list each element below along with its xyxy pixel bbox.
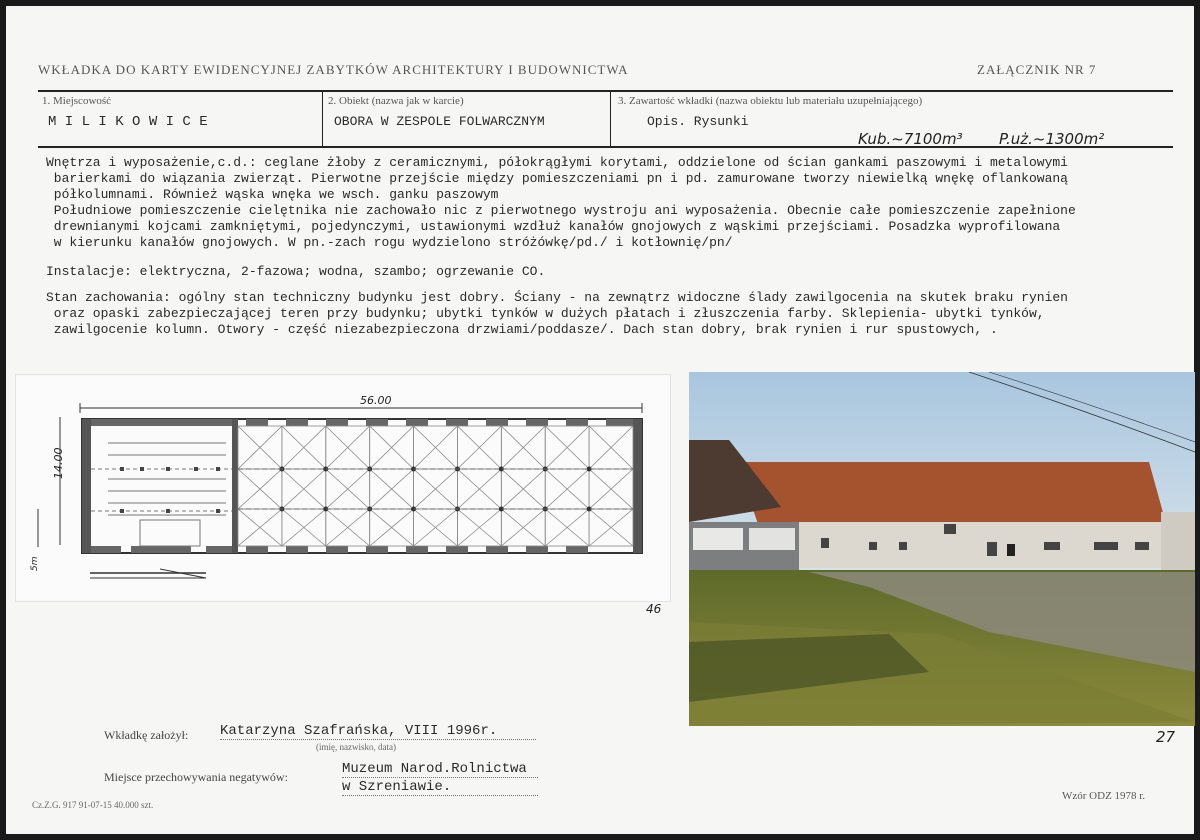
storage-label: Miejsce przechowywania negatywów: bbox=[104, 770, 288, 784]
photo-page-number: 27 bbox=[1156, 728, 1176, 746]
content-value: Opis. Rysunki bbox=[647, 114, 749, 129]
condition-description: Stan zachowania: ogólny stan techniczny budynku jest dobry. Ściany - na zewnątrz widoczne ślady zawilgocenia na skutek braku rynien oraz opaski zabezpieczającej teren przy budynku; ubytki tynków w dużych płatach i złuszczenia farby. Sklepienia- ubytki tynków, zawilgocenie kolumn. Otwory - część niezabezpieczona drzwiami/poddasze/. Dach stan dobry, brak rynien i rur spustowych, . bbox=[46, 290, 1068, 337]
card-title: WKŁADKA DO KARTY EWIDENCYJNEJ ZABYTKÓW ARCHITEKTURY I BUDOWNICTWA bbox=[38, 62, 629, 77]
place-label: 1. Miejscowość bbox=[42, 95, 112, 107]
plan-width: 14.00 bbox=[52, 447, 65, 479]
field-divider-1 bbox=[322, 92, 323, 146]
author-value: Katarzyna Szafrańska, VIII 1996r. bbox=[220, 723, 536, 740]
header-rule-top bbox=[38, 90, 1173, 92]
installations-description: Instalacje: elektryczna, 2-fazowa; wodna, szambo; ogrzewanie CO. bbox=[46, 264, 546, 279]
template-code: Wzór ODZ 1978 r. bbox=[1062, 790, 1146, 802]
barn-photo bbox=[689, 372, 1195, 726]
plan-page-number: 46 bbox=[646, 602, 662, 616]
record-card bbox=[6, 6, 1194, 834]
plan-length: 56.00 bbox=[360, 394, 392, 407]
field-divider-2 bbox=[610, 92, 611, 146]
object-label: 2. Obiekt (nazwa jak w karcie) bbox=[328, 95, 464, 107]
interior-description: Wnętrza i wyposażenie,c.d.: ceglane żłoby z ceramicznymi, półokrągłymi korytami, oddzielone od ścian gankami paszowymi i metalowymi barierkami do wiązania zwierząt. Pierwotne przejście między pomieszczeniami pn i pd. zamurowane tworzy niewielką wnękę oflankowaną półkolumnami. Również wąska wnęka we wsch. ganku paszowym Południowe pomieszczenie cielętnika nie zachowało nic z pierwotnego wystroju ani wyposażenia. Obecnie całe pomieszczenie zapełnione drewnianymi kojcami zamkniętymi, pojedynczymi, ustawionymi wzdłuż kanałów gnojowych z wąskimi przejściami. Posadzka wyprofilowana w kierunku kanałów gnojowych. W pn.-zach rogu wydzielono stróżówkę/pd./ i kotłownię/pn/ bbox=[46, 155, 1076, 250]
author-hint: (imię, nazwisko, data) bbox=[316, 742, 396, 752]
print-code: Cz.Z.G. 917 91-07-15 40.000 szt. bbox=[32, 800, 154, 810]
plan-scale: 5m bbox=[30, 556, 40, 571]
storage-value-line2: w Szreniawie. bbox=[342, 779, 538, 796]
object-value: OBORA W ZESPOLE FOLWARCZNYM bbox=[334, 114, 545, 129]
place-value: M I L I K O W I C E bbox=[48, 114, 208, 130]
content-label: 3. Zawartość wkładki (nazwa obiektu lub materiału uzupełniającego) bbox=[618, 95, 923, 107]
area-note: P.uż.~1300m² bbox=[999, 130, 1105, 148]
floor-plan-drawing bbox=[16, 375, 670, 601]
author-label: Wkładkę założył: bbox=[104, 728, 189, 742]
storage-value-line1: Muzeum Narod.Rolnictwa bbox=[342, 761, 538, 778]
floor-plan bbox=[15, 374, 671, 602]
volume-note: Kub.~7100m³ bbox=[858, 130, 963, 148]
annex-number: ZAŁĄCZNIK NR 7 bbox=[977, 62, 1097, 77]
